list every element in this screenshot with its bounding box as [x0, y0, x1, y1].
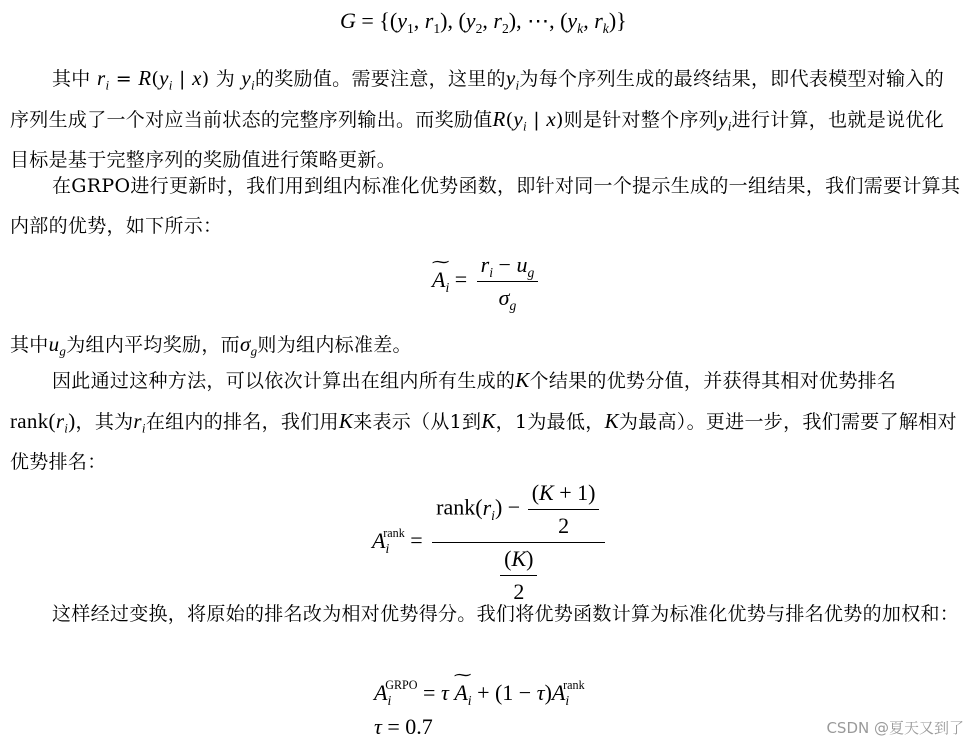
csdn-watermark: CSDN @夏天又到了 [826, 719, 964, 737]
equation-rank-advantage: $A_i^{rank}$ = $rank(r_i)$ − $\frac{(K + 1)}{2}$ $\frac{(K)}{2}$ [372, 480, 609, 605]
paragraph-rank-explanation: 因此通过这种方法，可以依次计算出在组内所有生成的K个结果的优势分值，并获得其相对优势排名$rank(r_i)$，其为$r_i$在组内的排名，我们用K来表示（从1到K，1为最低，K为最高）。更进一步，我们需要了解相对优势排名： [10, 368, 957, 473]
equation-grpo-combined: $A_i^{GRPO} = \tau$ ∼ $A_i + (1 - \tau)A_i^{rank}$ [374, 680, 585, 706]
equation-tau-value: τ = 0.7 [374, 714, 433, 739]
paragraph-weighted-sum: 这样经过变换，将原始的排名改为相对优势得分。我们将优势函数计算为标准化优势与排名优势的加权和： [52, 603, 960, 625]
paragraph-group-stats: 其中$u_g$为组内平均奖励，而$\sigma_g$则为组内标准差。 [10, 332, 412, 359]
paragraph-reward-definition: 其中 $r_i = R(y_i$ | x) 为 $y_i$的奖励值。需要注意，这里的$y_i$为每个序列生成的最终结果，即代表模型对输入的序列生成了一个对应当前状态的完整序列输出。而奖励值$R(y_i$ | x)则是针对整个序列$y_i$进行计算，也就是说优化目标是基于完整序列的奖励值进行策略更新。 [10, 66, 945, 171]
equation-g-set: $G = \{(y_1$, $r_1$), ($y_2$, $r_2$), ⋯, ($y_k$, $r_k$)} [340, 8, 627, 36]
paragraph-grpo-intro: 在GRPO进行更新时，我们用到组内标准化优势函数，即针对同一个提示生成的一组结果，我们需要计算其内部的优势，如下所示： [10, 175, 961, 237]
equation-normalized-advantage: ∼ $A_i$ = $\frac{r_i - u_g}{\sigma_g}$ [432, 252, 542, 311]
